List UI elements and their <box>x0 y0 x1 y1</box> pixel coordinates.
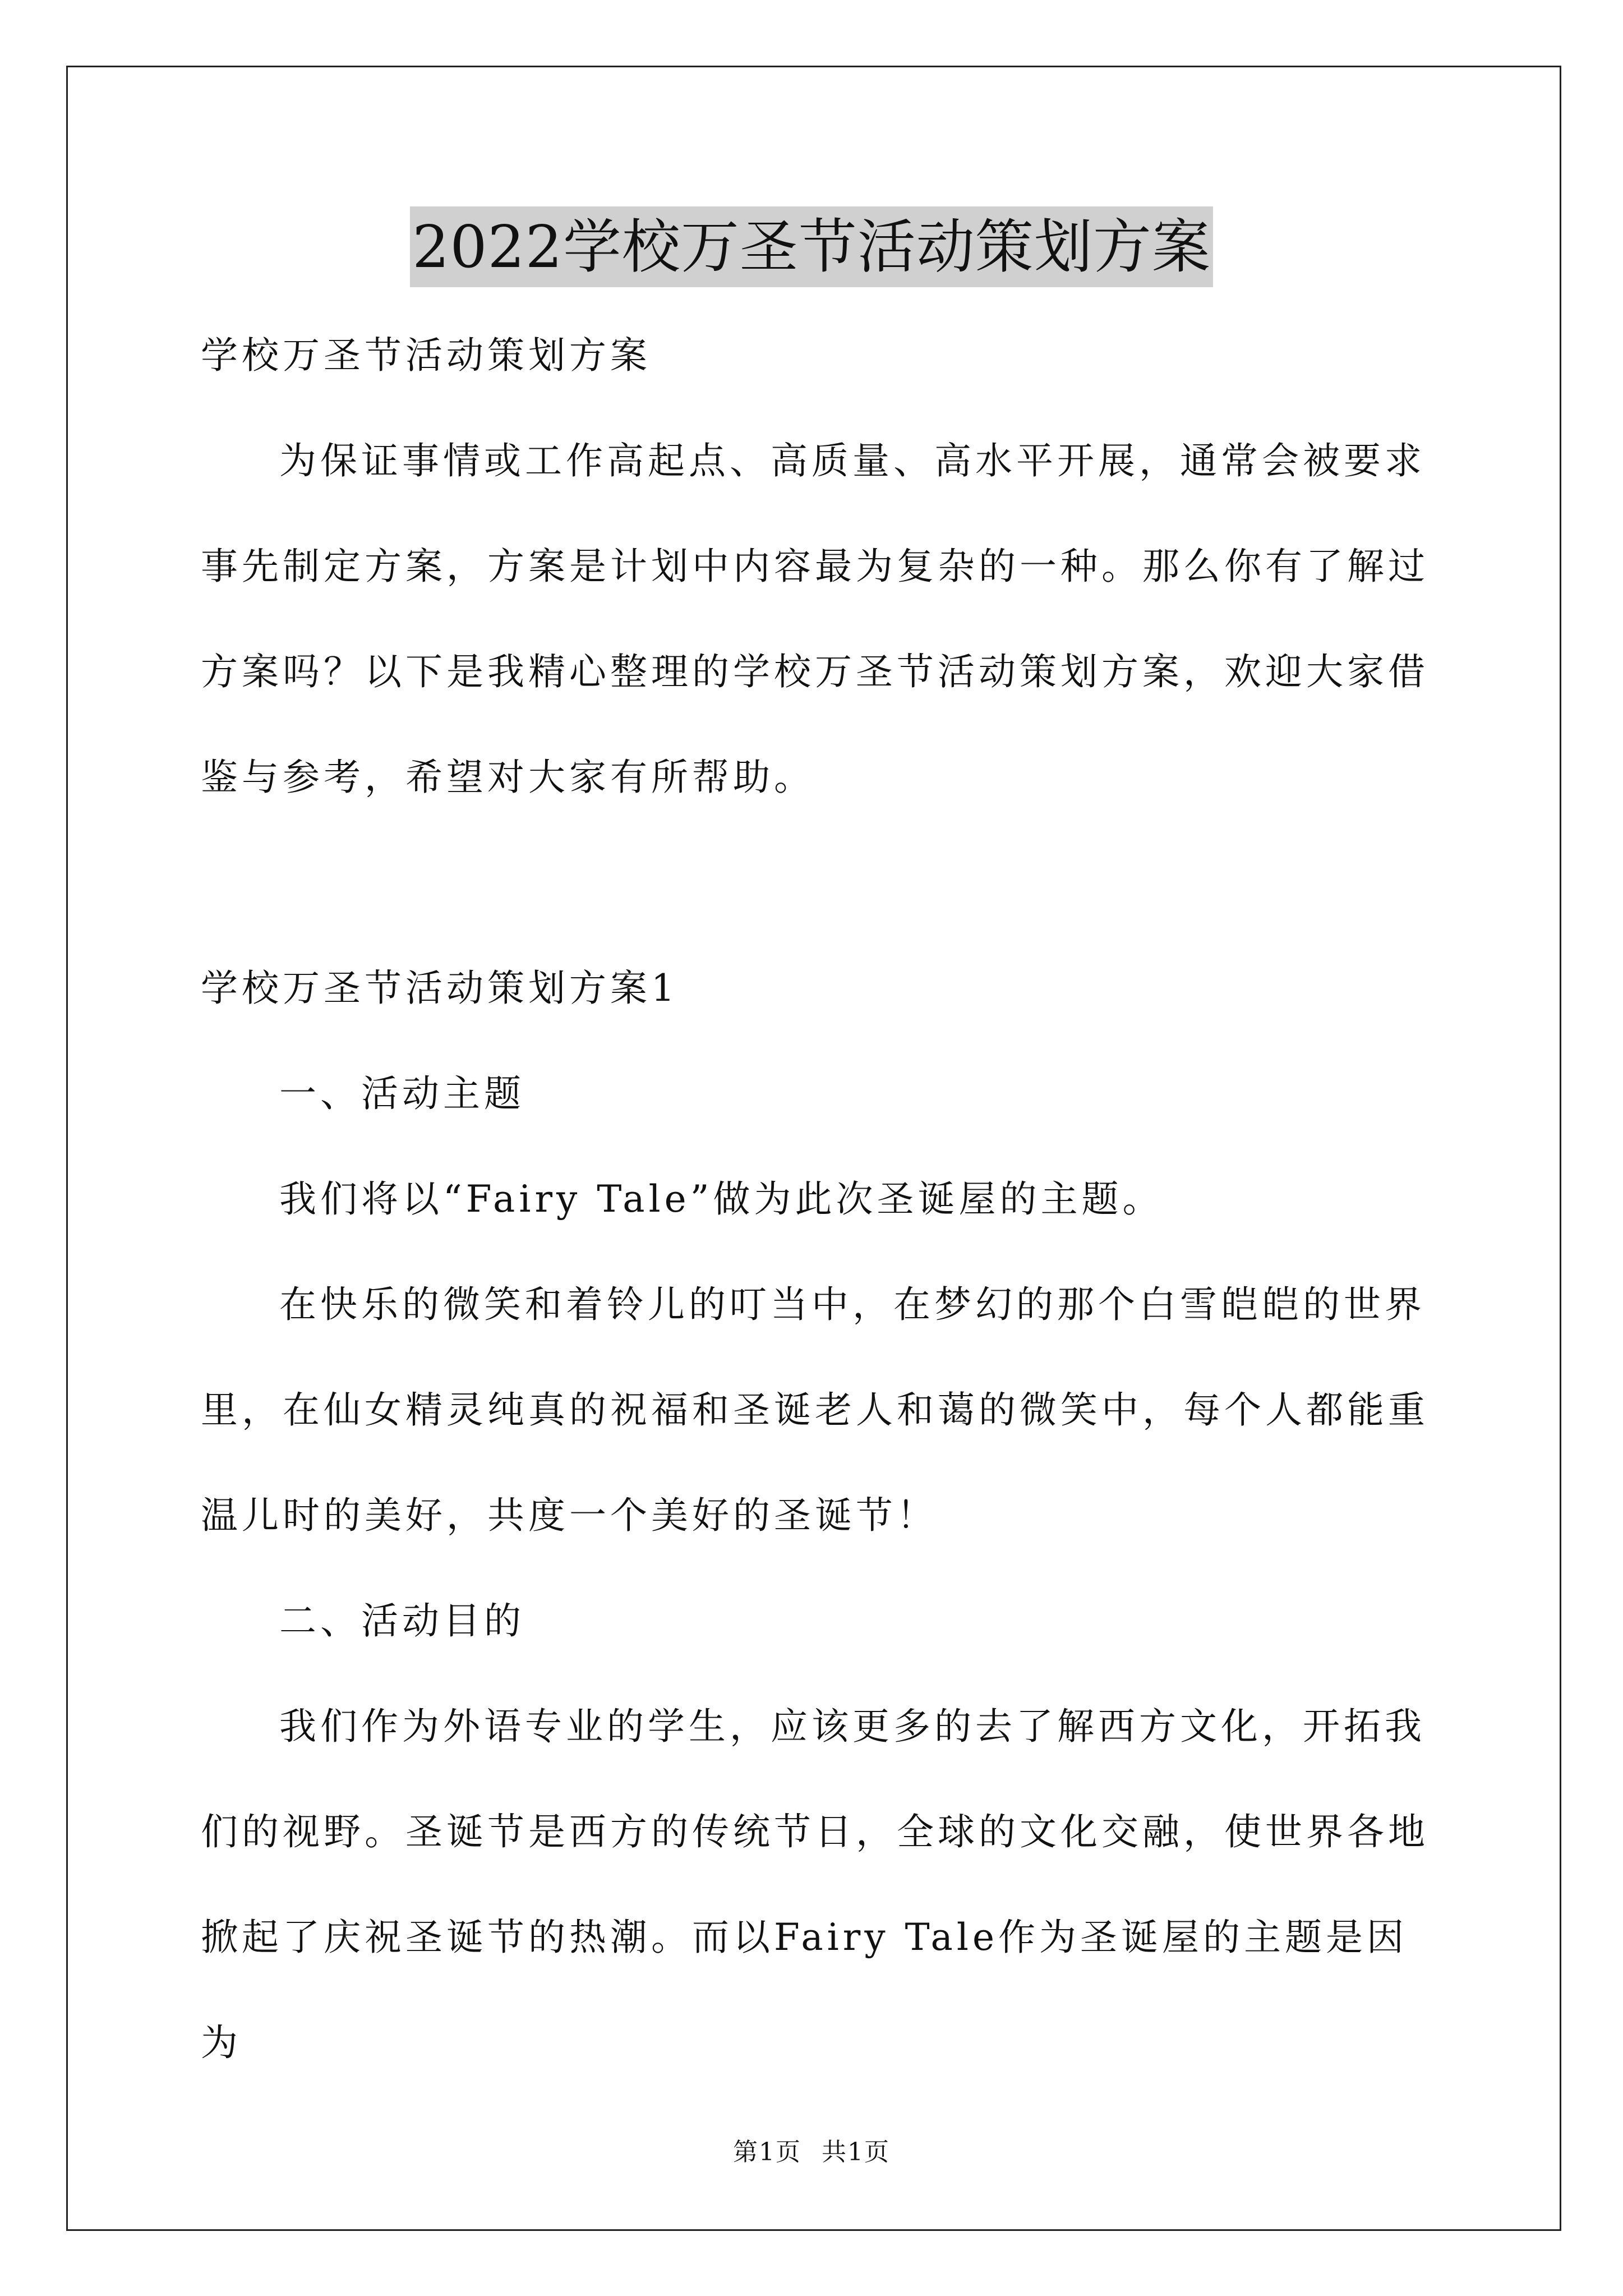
purpose-paragraph-1: 我们作为外语专业的学生，应该更多的去了解西方文化，开拓我们的视野。圣诞节是西方的传统节日，全球的文化交融，使世界各地掀起了庆祝圣诞节的热潮。而以Fairy Tale作为圣诞屋的主题是因为 <box>201 1705 1429 2064</box>
purpose-heading: 二、活动目的 <box>279 1599 525 1642</box>
theme-heading: 一、活动主题 <box>279 1072 525 1115</box>
theme-paragraph-1: 我们将以“Fairy Tale”做为此次圣诞屋的主题。 <box>279 1177 1164 1221</box>
document-title: 2022学校万圣节活动策划方案 <box>410 206 1213 287</box>
section-heading: 学校万圣节活动策划方案1 <box>201 967 679 1010</box>
page-number: 第1页 <box>733 2138 801 2166</box>
document-body <box>201 303 1435 2096</box>
title-container <box>0 206 1623 287</box>
page-total: 共1页 <box>822 2138 890 2166</box>
spacer <box>201 830 1435 936</box>
theme-paragraph-2: 在快乐的微笑和着铃儿的叮当中，在梦幻的那个白雪皑皑的世界里，在仙女精灵纯真的祝福和圣诞老人和蔼的微笑中，每个人都能重温儿时的美好，共度一个美好的圣诞节！ <box>201 1283 1429 1537</box>
subtitle: 学校万圣节活动策划方案 <box>201 334 651 377</box>
page-footer <box>0 2132 1623 2168</box>
intro-paragraph: 为保证事情或工作高起点、高质量、高水平开展，通常会被要求事先制定方案，方案是计划中内容最为复杂的一种。那么你有了解过方案吗？以下是我精心整理的学校万圣节活动策划方案，欢迎大家借鉴与参考，希望对大家有所帮助。 <box>201 439 1429 799</box>
